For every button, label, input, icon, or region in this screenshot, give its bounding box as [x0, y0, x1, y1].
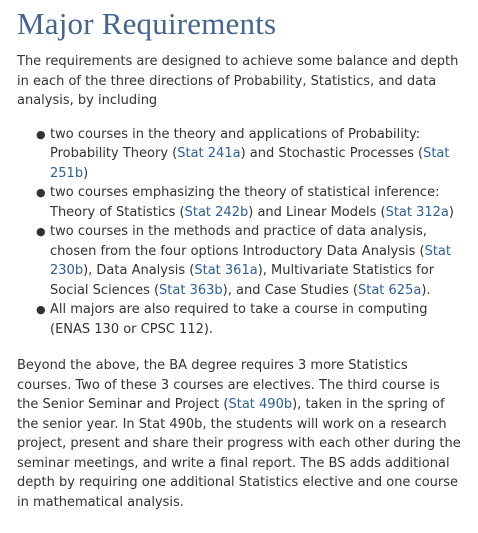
outro-text: ), taken in the spring of the senior year. In Stat 490b, the students will work on a research project, present and share their progress with each other during the seminar meetings, and write a final report. The BS adds additional depth by requiring one additional Statistics elective and one course in mathematical analysis. [17, 397, 461, 510]
course-link-stat-242b[interactable]: Stat 242b [184, 204, 249, 220]
page-title: Major Requirements [17, 6, 277, 41]
course-link-stat-312a[interactable]: Stat 312a [385, 204, 449, 220]
list-item-text: two courses in the theory and applications of Probability: Probability Theory ( [50, 126, 421, 161]
list-item-text: two courses emphasizing the theory of statistical inference: Theory of Statistics ( [50, 185, 440, 220]
course-link-stat-230b[interactable]: Stat 230b [50, 243, 451, 278]
list-item-text: ), and Case Studies ( [222, 282, 358, 298]
list-item-text: ), Multivariate Statistics for Social Sciences ( [50, 263, 435, 298]
list-item-text: ) and Linear Models ( [248, 204, 386, 220]
course-link-stat-625a[interactable]: Stat 625a [357, 282, 422, 298]
list-item-text: ) and Stochastic Processes ( [240, 146, 424, 161]
list-item-text: ), Data Analysis ( [83, 263, 195, 278]
list-item-text: ). [421, 282, 431, 298]
course-link-stat-361a[interactable]: Stat 361a [194, 263, 258, 278]
list-item [36, 222, 462, 300]
course-link-stat-251b[interactable]: Stat 251b [50, 146, 450, 181]
course-link-stat-363b[interactable]: Stat 363b [159, 282, 223, 298]
list-item [36, 125, 462, 184]
bullet-icon: ● [36, 127, 46, 141]
list-item-text: ) [83, 165, 89, 181]
bullet-icon: ● [36, 303, 46, 316]
course-link-stat-490b[interactable]: Stat 490b [228, 397, 293, 412]
intro-paragraph: The requirements are designed to achieve some balance and depth in each of the three directions of Probability, Statistics, and data analysis, by including [17, 54, 459, 108]
list-item [36, 300, 462, 339]
bullet-icon: ● [36, 225, 46, 238]
bullet-icon: ● [36, 186, 46, 199]
requirements-list [17, 125, 462, 340]
list-item [36, 183, 462, 222]
page-content [17, 0, 462, 512]
outro-text: Beyond the above, the BA degree requires 3 more Statistics courses. Two of these 3 courses are electives. The third course is the Senior Seminar and Project ( [17, 358, 440, 412]
outro-paragraph [17, 356, 462, 512]
list-item-text: ) [448, 204, 454, 220]
list-item-text: two courses in the methods and practice of data analysis, chosen from the four options Introductory Data Analysis ( [50, 224, 427, 259]
course-link-stat-241a[interactable]: Stat 241a [177, 146, 241, 161]
list-item-text: All majors are also required to take a course in computing (ENAS 130 or CPSC 112). [50, 302, 428, 337]
